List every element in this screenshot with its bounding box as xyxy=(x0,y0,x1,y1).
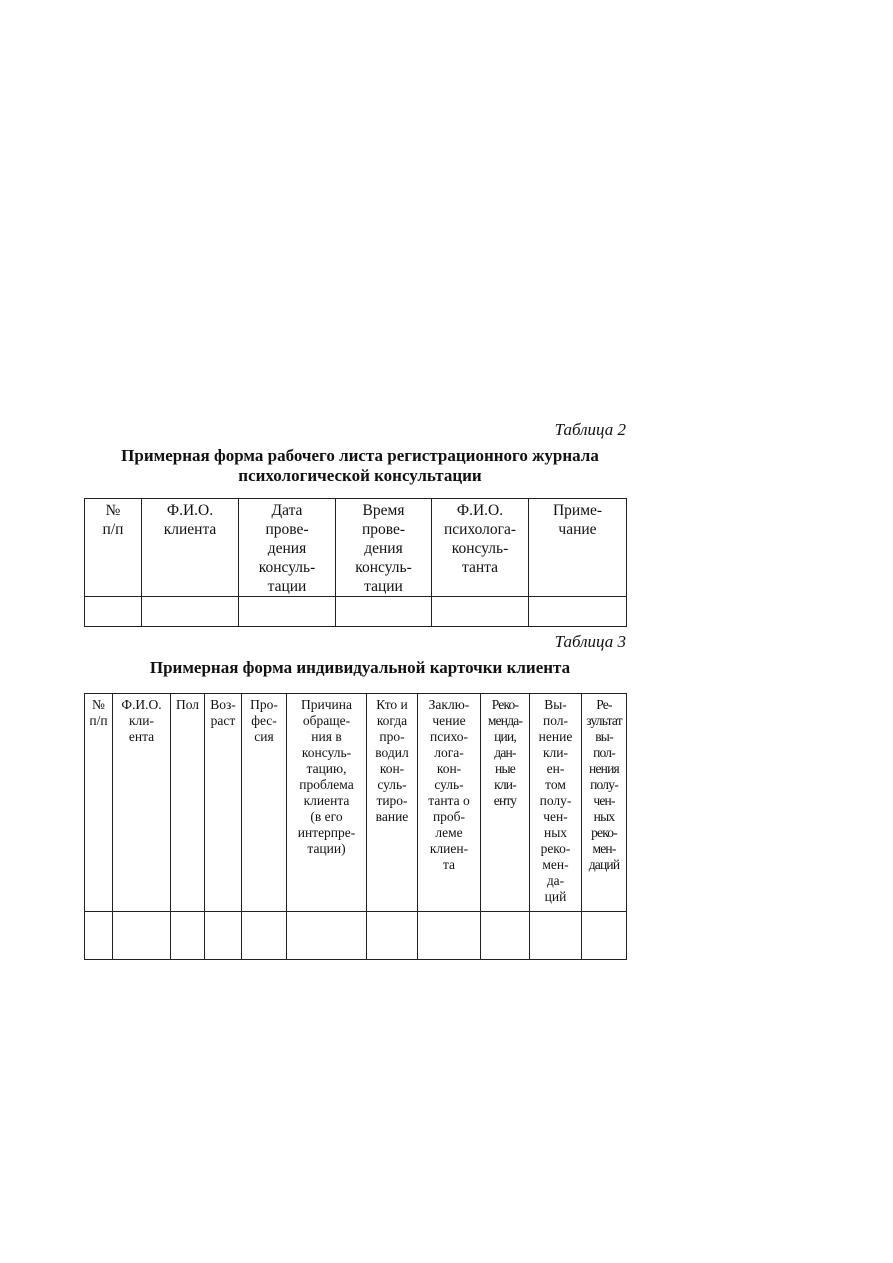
table2-cell[interactable] xyxy=(239,597,336,627)
table3-cell[interactable] xyxy=(418,912,481,960)
table3 xyxy=(84,693,627,960)
table3-header-number: № п/п xyxy=(85,694,113,912)
table2-header-note: Приме- чание xyxy=(529,499,627,597)
table3-cell[interactable] xyxy=(242,912,287,960)
table2-header-consultation-time: Время прове- дения консуль- тации xyxy=(336,499,432,597)
table3-header-who-when: Кто и когда про- водил кон- суль- тиро- вание xyxy=(367,694,418,912)
table2-cell[interactable] xyxy=(142,597,239,627)
table3-title: Примерная форма индивидуальной карточки клиента xyxy=(149,658,571,677)
table2-header-number: № п/п xyxy=(85,499,142,597)
table3-cell[interactable] xyxy=(367,912,418,960)
table3-cell[interactable] xyxy=(530,912,582,960)
table2-title: Примерная форма рабочего листа регистрационного журнала психологической консультации xyxy=(121,446,599,485)
table2-cell[interactable] xyxy=(85,597,142,627)
table3-cell[interactable] xyxy=(481,912,530,960)
table3-caption: Таблица 3 xyxy=(554,632,626,651)
table3-cell[interactable] xyxy=(287,912,367,960)
table3-header-profession: Про- фес- сия xyxy=(242,694,287,912)
table3-cell[interactable] xyxy=(205,912,242,960)
table2-header-consultation-date: Дата прове- дения консуль- тации xyxy=(239,499,336,597)
table3-header-result: Ре- зультат вы- пол- нения полу- чен- ных реко- мен- даций xyxy=(582,694,627,912)
table2-header-psychologist-name: Ф.И.О. психолога- консуль- танта xyxy=(432,499,529,597)
table3-cell[interactable] xyxy=(113,912,171,960)
table3-cell[interactable] xyxy=(85,912,113,960)
table2-cell[interactable] xyxy=(336,597,432,627)
table2-header-row xyxy=(85,499,627,597)
table3-header-recommendations: Реко- менда- ции, дан- ные кли- енту xyxy=(481,694,530,912)
table3-header-age: Воз- раст xyxy=(205,694,242,912)
table3-header-sex: Пол xyxy=(171,694,205,912)
table3-header-reason: Причина обраще- ния в консуль- тацию, проблема клиента (в его интерпре- тации) xyxy=(287,694,367,912)
table3-header-conclusion: Заклю- чение психо- лога- кон- суль- танта о проб- леме клиен- та xyxy=(418,694,481,912)
table3-cell[interactable] xyxy=(171,912,205,960)
table2-empty-row xyxy=(85,597,627,627)
table2-cell[interactable] xyxy=(432,597,529,627)
table2-caption: Таблица 2 xyxy=(554,420,626,439)
table2 xyxy=(84,498,627,627)
table2-cell[interactable] xyxy=(529,597,627,627)
table3-cell[interactable] xyxy=(582,912,627,960)
table3-header-row xyxy=(85,694,627,912)
table3-empty-row xyxy=(85,912,627,960)
table2-header-client-name: Ф.И.О. клиента xyxy=(142,499,239,597)
table3-header-fulfillment: Вы- пол- нение кли- ен- том полу- чен- ных реко- мен- да- ций xyxy=(530,694,582,912)
table3-header-client-name: Ф.И.О. кли- ента xyxy=(113,694,171,912)
